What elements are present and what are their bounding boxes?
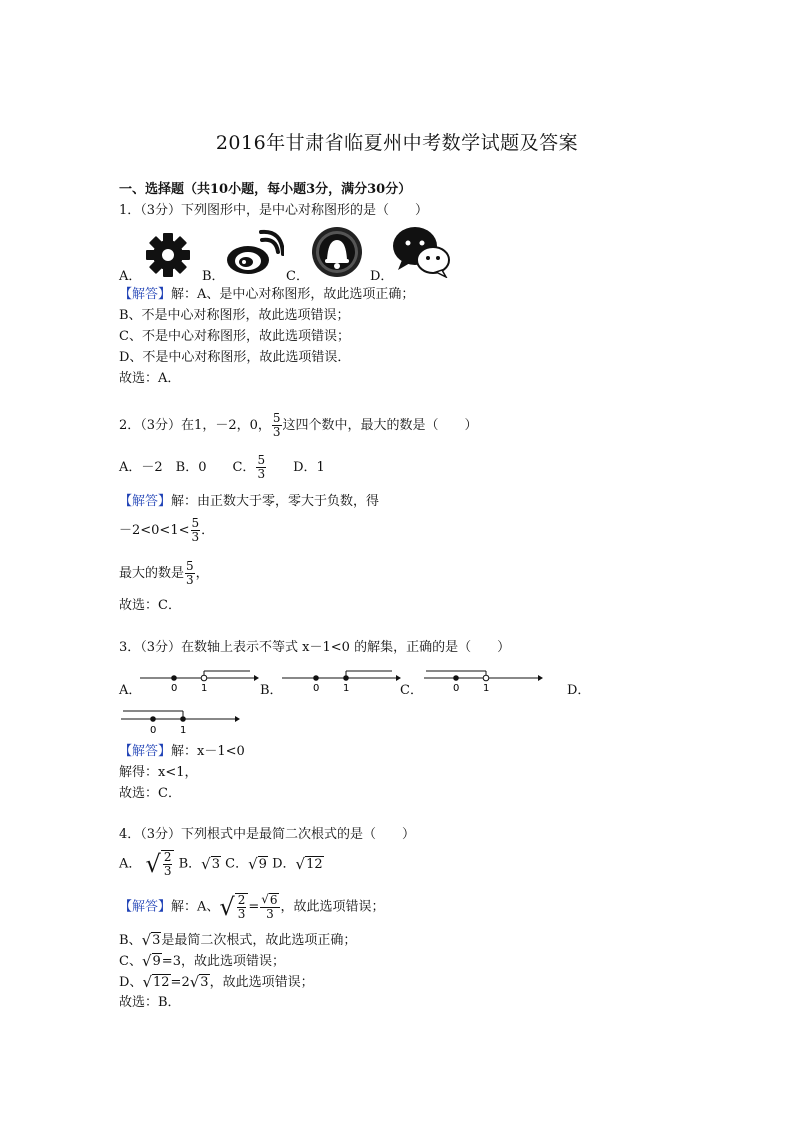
denominator: 3 xyxy=(272,425,281,439)
tick-label: 0 xyxy=(313,683,320,693)
tick-label: 1 xyxy=(180,725,187,735)
sqrt-expression: √ $\frac{2}{3}$ xyxy=(146,850,175,878)
fraction xyxy=(163,851,173,878)
answer-text: 解：x－1<0 xyxy=(171,744,245,759)
q2-answer-3 xyxy=(119,560,209,587)
q2-answer-4: 故选：C． xyxy=(119,598,181,613)
denominator: 3 xyxy=(257,467,266,481)
answer-text: 最大的数是 xyxy=(119,566,185,581)
answer-text: 是最简二次根式，故此选项正确； xyxy=(161,933,357,948)
numerator: 5 xyxy=(186,559,194,573)
section-heading: 一、选择题（共10小题，每小题3分，满分30分） xyxy=(119,182,412,197)
tick-label: 1 xyxy=(483,683,490,693)
sqrt-expression: √ 9 xyxy=(248,854,267,873)
q1-answer-5: 故选：A． xyxy=(119,371,181,386)
fraction xyxy=(260,893,279,921)
q2-stem-post: 这四个数中，最大的数是（ ） xyxy=(282,418,478,433)
q4-answer-2 xyxy=(119,932,356,949)
answer-text: 解：A、 xyxy=(171,899,220,915)
fraction xyxy=(256,454,266,481)
answer-text: =3，故此选项错误； xyxy=(161,954,285,969)
fraction xyxy=(191,517,201,544)
sqrt-expression: √ 9 xyxy=(141,952,161,970)
answer-tag: 【解答】 xyxy=(119,899,172,915)
answer-text: =2 xyxy=(170,975,190,990)
sqrt-expression: √ 3 xyxy=(141,931,161,949)
q2-stem-pre: 2．（3分）在1，－2，0， xyxy=(119,418,271,433)
q1-option-b-label: B． xyxy=(202,269,225,284)
denominator: 3 xyxy=(163,864,172,878)
answer-tag: 【解答】 xyxy=(119,287,172,302)
numerator: 2 xyxy=(163,850,172,864)
qq-bell-icon xyxy=(310,226,364,282)
number-line-d xyxy=(119,707,241,739)
radicand: 3 xyxy=(200,975,209,990)
q2-options-post: D．1 xyxy=(267,460,325,475)
q2-options xyxy=(119,454,325,481)
radicand: 3 xyxy=(152,933,161,948)
comma: ， xyxy=(195,566,209,581)
q2-options-pre: A．－2 B．0 C． xyxy=(119,460,256,475)
radicand: 9 xyxy=(152,954,161,969)
number-line-a xyxy=(138,667,260,697)
fraction xyxy=(237,894,247,921)
sqrt-expression: √ 3 xyxy=(189,973,209,991)
answer-text: B、 xyxy=(119,933,142,948)
weibo-icon xyxy=(224,228,284,282)
sqrt-expression: √ 3 xyxy=(201,854,221,873)
fraction xyxy=(272,412,282,439)
q3-option-b-label: B． xyxy=(260,683,283,698)
q1-option-d-label: D． xyxy=(370,269,394,284)
tick-label: 0 xyxy=(150,725,157,735)
q4-options xyxy=(119,850,324,878)
numerator: 2 xyxy=(237,893,246,907)
answer-tag: 【解答】 xyxy=(119,494,172,509)
q4-stem: 4．（3分）下列根式中是最简二次根式的是（ ） xyxy=(119,827,416,842)
q1-answer-1 xyxy=(119,287,414,303)
number-line-b xyxy=(280,667,402,697)
sqrt-expression: √ 12 xyxy=(142,973,170,991)
denominator: 3 xyxy=(186,573,194,587)
q4-option-d-label: D． xyxy=(272,856,296,872)
q3-option-c-label: C． xyxy=(400,683,423,698)
q3-answer-1 xyxy=(119,744,245,760)
q1-option-c-label: C． xyxy=(286,269,309,284)
radicand: 12 xyxy=(153,975,170,990)
answer-tag: 【解答】 xyxy=(119,744,172,759)
inequality-chain: －2<0<1< xyxy=(119,523,190,538)
tick-label: 1 xyxy=(343,683,350,693)
q1-answer-3: C、不是中心对称图形，故此选项错误； xyxy=(119,329,350,344)
numerator: 5 xyxy=(191,516,200,530)
answer-text: ，故此选项错误； xyxy=(209,975,314,990)
number-line-c xyxy=(422,667,544,697)
q4-option-b-label: B． xyxy=(178,856,202,872)
q3-option-d-label: D． xyxy=(567,683,591,698)
q4-option-a-label: A． xyxy=(119,856,142,872)
q2-stem xyxy=(119,412,478,439)
radicand: 9 xyxy=(258,856,267,872)
q4-answer-3 xyxy=(119,953,285,970)
q2-answer-1 xyxy=(119,494,379,510)
numerator: 5 xyxy=(272,411,281,425)
q3-option-a-label: A． xyxy=(119,683,142,698)
q1-answer-4: D、不是中心对称图形，故此选项错误． xyxy=(119,350,351,365)
answer-text: 解：A、是中心对称图形，故此选项正确； xyxy=(171,287,415,302)
q4-answer-4 xyxy=(119,974,314,991)
q3-answer-3: 故选：C． xyxy=(119,786,181,801)
q4-answer-1: 【解答】解：A、 √ $\frac{2}{3}$ = √ 6 3 ，故此选项错误； xyxy=(119,892,385,921)
sqrt-expression: √ 6 xyxy=(261,892,278,907)
denominator: 3 xyxy=(266,907,274,921)
answer-text: ，故此选项错误； xyxy=(280,899,385,915)
answer-text: D、 xyxy=(119,975,143,990)
radicand: 12 xyxy=(306,856,323,872)
q4-answer-5: 故选：B． xyxy=(119,995,181,1010)
denominator: 3 xyxy=(191,530,200,544)
wechat-icon xyxy=(392,226,452,282)
numerator: 5 xyxy=(257,453,266,467)
denominator: 3 xyxy=(237,907,246,921)
radicand: 6 xyxy=(269,893,278,907)
sqrt-expression: √ 12 xyxy=(295,854,323,873)
gear-icon xyxy=(143,230,193,284)
answer-text: 解：由正数大于零，零大于负数，得 xyxy=(171,494,380,509)
sqrt-expression: √ $\frac{2}{3}$ xyxy=(219,893,248,921)
fraction xyxy=(185,560,195,587)
tick-label: 0 xyxy=(453,683,460,693)
tick-label: 1 xyxy=(201,683,208,693)
tick-label: 0 xyxy=(171,683,178,693)
q2-answer-2 xyxy=(119,517,214,544)
q3-answer-2: 解得：x<1， xyxy=(119,765,198,780)
page-title: 2016年甘肃省临夏州中考数学试题及答案 xyxy=(215,132,579,154)
q1-stem: 1．（3分）下列图形中，是中心对称图形的是（ ） xyxy=(119,203,429,218)
q3-stem: 3．（3分）在数轴上表示不等式 x－1<0 的解集，正确的是（ ） xyxy=(119,640,511,655)
period: ． xyxy=(201,523,215,538)
q4-option-c-label: C． xyxy=(225,856,249,872)
q1-option-a-label: A． xyxy=(119,269,142,284)
radicand: 3 xyxy=(211,856,221,872)
q1-answer-2: B、不是中心对称图形，故此选项错误； xyxy=(119,308,350,323)
answer-text: C、 xyxy=(119,954,142,969)
